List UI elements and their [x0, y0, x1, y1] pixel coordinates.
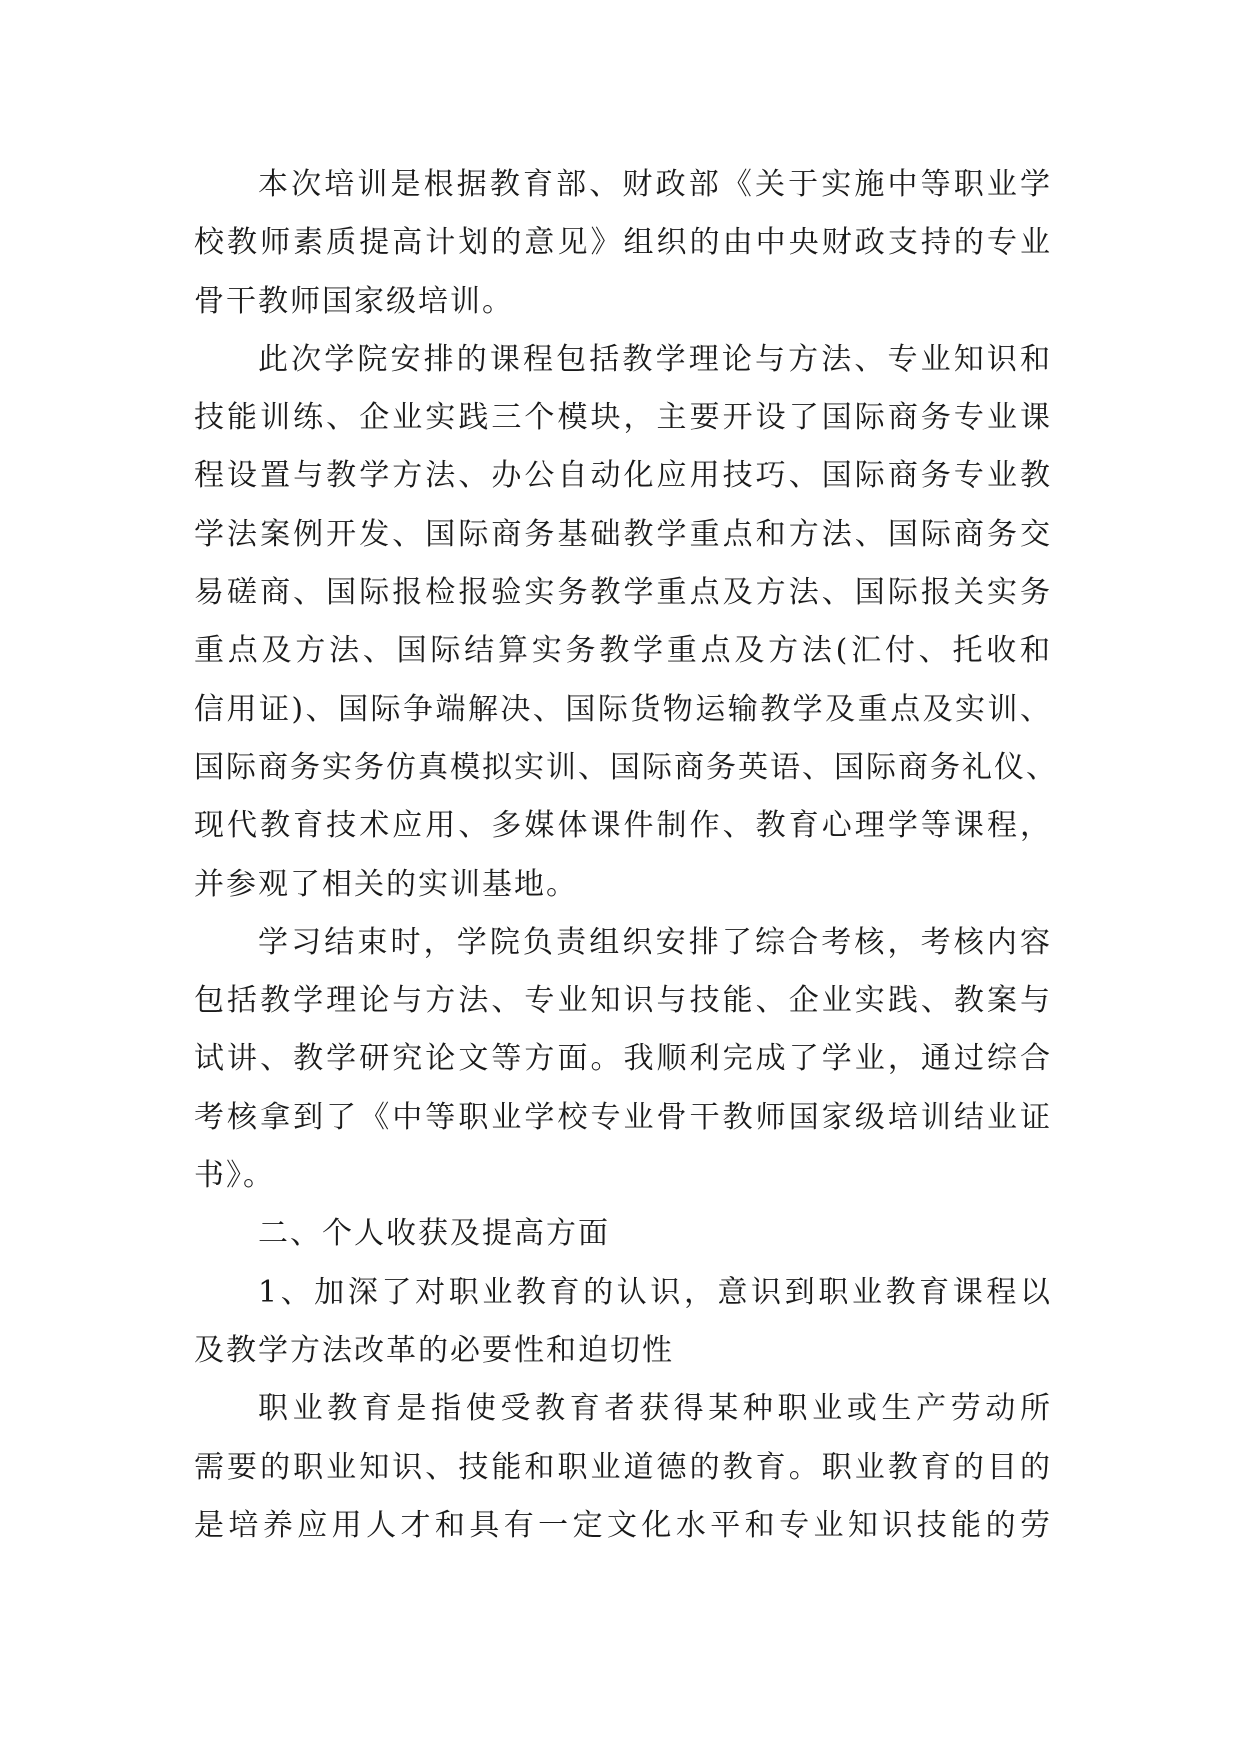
text-line: 职业教育是指使受教育者获得某种职业或生产劳动所: [258, 1391, 1052, 1427]
paragraph-training-basis: [194, 156, 1052, 331]
paragraph-vocational-education-definition: [194, 1380, 1052, 1555]
text-line: 重点及方法、国际结算实务教学重点及方法(汇付、托收和: [194, 633, 1052, 669]
text-line: 国际商务实务仿真模拟实训、国际商务英语、国际商务礼仪、: [194, 749, 1058, 785]
text-line: 学习结束时，学院负责组织安排了综合考核，考核内容: [258, 924, 1052, 960]
text-line: 1、加深了对职业教育的认识，意识到职业教育课程以: [258, 1274, 1052, 1310]
subheading-vocational-education-awareness: [194, 1264, 1052, 1381]
paragraph-assessment: [194, 914, 1052, 1205]
text-line: 考核拿到了《中等职业学校专业骨干教师国家级培训结业证: [194, 1099, 1052, 1135]
text-line: 信用证)、国际争端解决、国际货物运输教学及重点及实训、: [194, 691, 1052, 727]
text-line: 校教师素质提高计划的意见》组织的由中央财政支持的专业: [194, 225, 1052, 261]
text-line: 技能训练、企业实践三个模块，主要开设了国际商务专业课: [194, 400, 1052, 436]
text-line: 需要的职业知识、技能和职业道德的教育。职业教育的目的: [194, 1449, 1052, 1485]
text-line: 书》。: [194, 1158, 275, 1194]
text-line: 易磋商、国际报检报验实务教学重点及方法、国际报关实务: [194, 575, 1052, 611]
text-line: 此次学院安排的课程包括教学理论与方法、专业知识和: [258, 341, 1052, 377]
document-body: [194, 156, 1058, 1555]
text-line: 包括教学理论与方法、专业知识与技能、企业实践、教案与: [194, 983, 1052, 1019]
paragraph-course-modules: [194, 331, 1058, 914]
text-line: 本次培训是根据教育部、财政部《关于实施中等职业学: [258, 167, 1052, 202]
section-heading-personal-gains: [194, 1205, 1052, 1263]
text-line: 学法案例开发、国际商务基础教学重点和方法、国际商务交: [194, 516, 1052, 552]
text-line: 并参观了相关的实训基地。: [194, 866, 578, 902]
text-line: 试讲、教学研究论文等方面。我顺利完成了学业，通过综合: [194, 1041, 1052, 1077]
heading-line: 二、个人收获及提高方面: [258, 1216, 610, 1252]
text-line: 是培养应用人才和具有一定文化水平和专业知识技能的劳: [194, 1507, 1052, 1543]
text-line: 骨干教师国家级培训。: [194, 283, 514, 319]
text-line: 现代教育技术应用、多媒体课件制作、教育心理学等课程，: [194, 808, 1052, 844]
text-line: 程设置与教学方法、办公自动化应用技巧、国际商务专业教: [194, 458, 1052, 494]
text-line: 及教学方法改革的必要性和迫切性: [194, 1332, 674, 1368]
